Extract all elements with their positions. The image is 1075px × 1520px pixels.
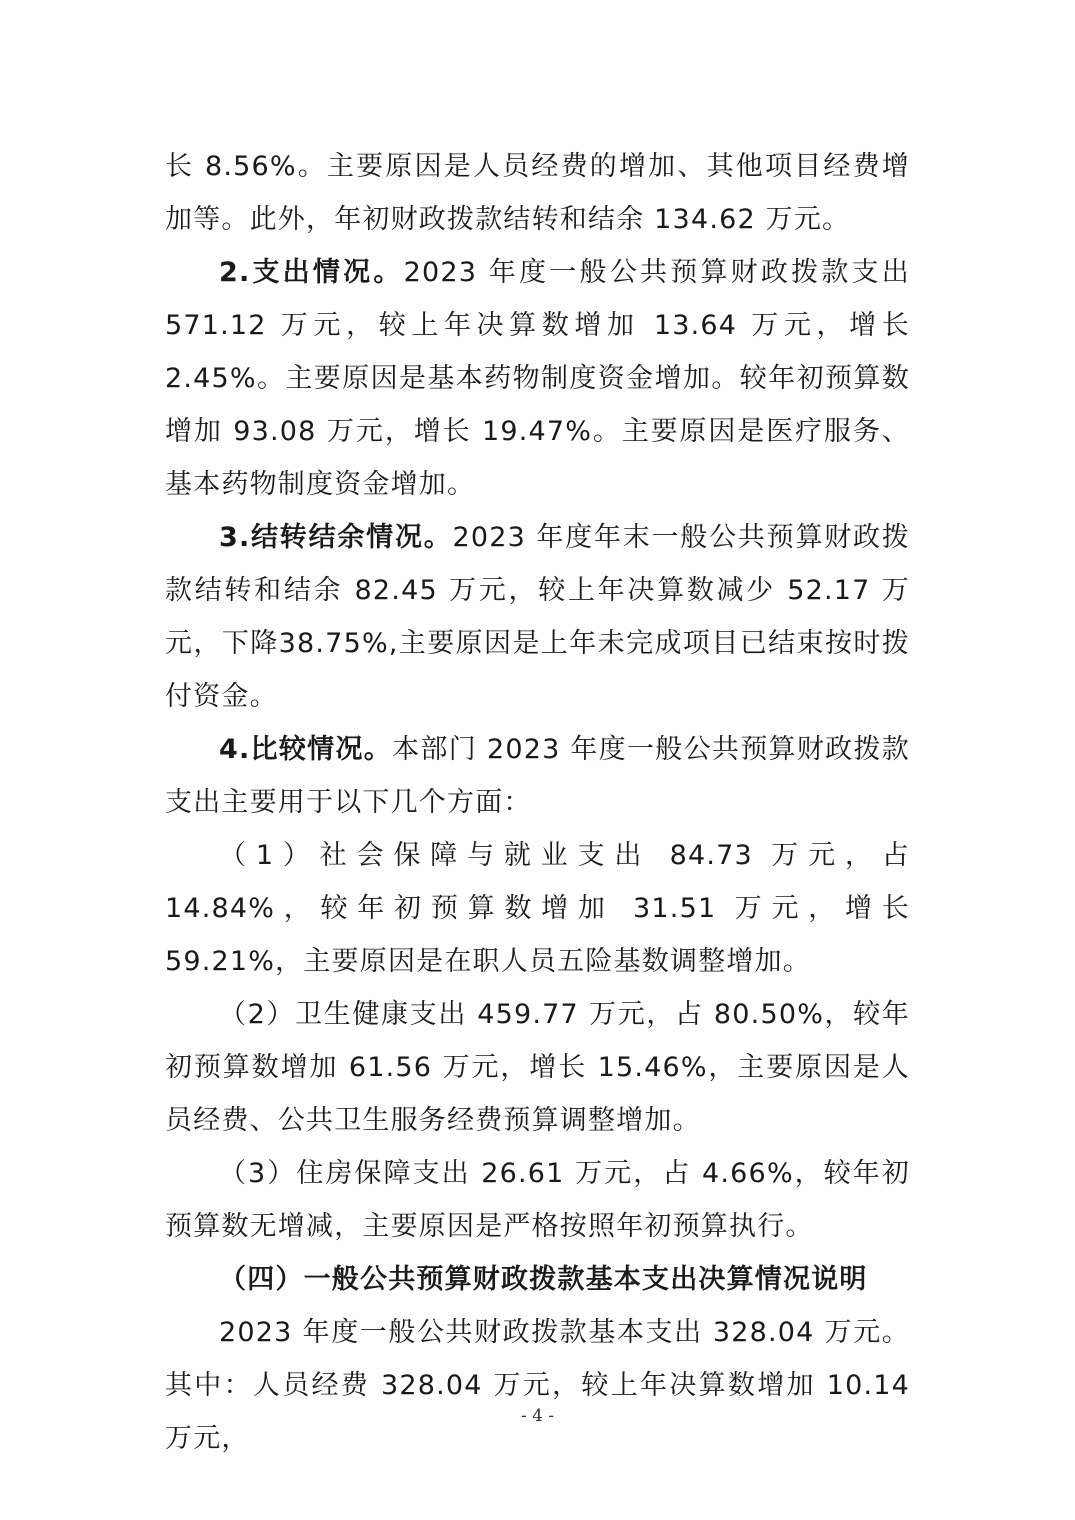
paragraph-carryover <box>165 511 910 723</box>
page-number: - 4 - <box>520 1406 555 1426</box>
paragraph-text: 2023 年度一般公共预算财政拨款支出 571.12 万元，较上年决算数增加 13.64 万元，增长 2.45%。主要原因是基本药物制度资金增加。较年初预算数增加 93.08 万元，增长 19.47%。主要原因是医疗服务、基本药物制度资金增加。 <box>165 257 910 500</box>
list-item-text: （2）卫生健康支出 459.77 万元，占 80.50%，较年初预算数增加 61.56 万元，增长 15.46%，主要原因是人员经费、公共卫生服务经费预算调整增加。 <box>165 999 910 1136</box>
paragraph-heading: 4.比较情况。 <box>219 734 393 765</box>
section-heading: （四）一般公共预算财政拨款基本支出决算情况说明 <box>219 1264 868 1295</box>
paragraph-text: 本部门 2023 年度一般公共预算财政拨款支出主要用于以下几个方面： <box>165 734 910 818</box>
list-item-social-security <box>165 829 910 988</box>
paragraph-income-continued <box>165 140 910 246</box>
paragraph-text: 2023 年度年末一般公共预算财政拨款结转和结余 82.45 万元，较上年决算数减少 52.17 万元，下降38.75%,主要原因是上年未完成项目已结束按时拨付资金。 <box>165 522 910 712</box>
paragraph-comparison <box>165 723 910 829</box>
paragraph-expenditure <box>165 246 910 511</box>
list-item-text: （1）社会保障与就业支出 84.73 万元，占 14.84%，较年初预算数增加 31.51 万元，增长 59.21%，主要原因是在职人员五险基数调整增加。 <box>165 840 910 977</box>
document-body <box>165 140 910 1465</box>
list-item-housing <box>165 1147 910 1253</box>
paragraph-text: 长 8.56%。主要原因是人员经费的增加、其他项目经费增加等。此外，年初财政拨款结转和结余 134.62 万元。 <box>165 151 910 235</box>
paragraph-text: 2023 年度一般公共财政拨款基本支出 328.04 万元。其中：人员经费 328.04 万元，较上年决算数增加 10.14 万元， <box>165 1317 910 1454</box>
list-item-text: （3）住房保障支出 26.61 万元，占 4.66%，较年初预算数无增减，主要原因是严格按照年初预算执行。 <box>165 1158 910 1242</box>
paragraph-heading: 2.支出情况。 <box>219 257 404 288</box>
paragraph-basic-expenditure <box>165 1306 910 1465</box>
paragraph-heading: 3.结转结余情况。 <box>219 522 453 553</box>
list-item-health <box>165 988 910 1147</box>
